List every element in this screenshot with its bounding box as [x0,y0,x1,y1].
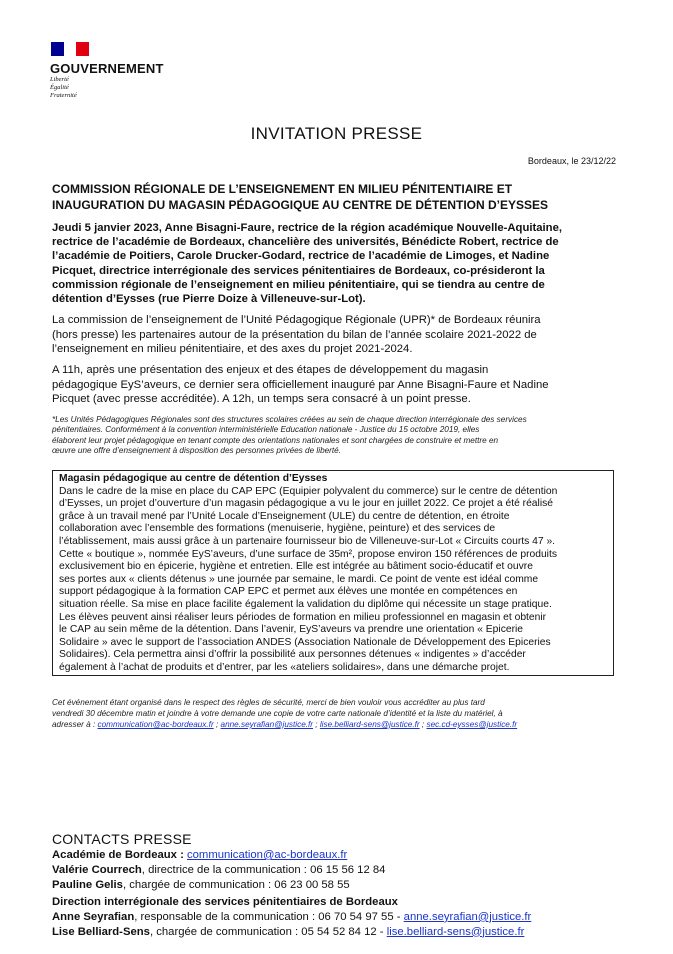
footnote-line: élaborent leur projet pédagogique en tenant compte des orientations nationales et sont chargées de construire et mettre en [52,435,499,445]
academie-email-link[interactable]: communication@ac-bordeaux.fr [186,849,348,861]
accreditation-notice [52,697,618,730]
contact-person [52,878,618,893]
magasin-info-box [52,470,614,676]
footnote-line: *Les Unités Pédagogiques Régionales sont des structures scolaires créées au sein de chaque direction interrégionale des services [52,415,527,424]
email-separator: ; [213,720,221,729]
contact-person [52,925,618,940]
inauguration-paragraph [52,363,618,407]
contact-person [52,863,618,878]
box-line: support pédagogique à la formation CAP EPC et permet aux élèves une montée en compétences en [59,586,518,598]
upr-footnote [52,415,618,456]
email-link-belliard-sens[interactable]: lise.belliard-sens@justice.fr [319,720,420,729]
heading-line: INAUGURATION DU MAGASIN PÉDAGOGIQUE AU CENTRE DE DÉTENTION D’EYSSES [52,198,549,212]
access-line: Cet événement étant organisé dans le respect des règles de sécurité, merci de bien vouloir vous accréditer au plus tard [52,698,485,707]
email-separator: ; [419,720,427,729]
box-line: grâce à un travail mené par l’Unité Locale d’Enseignement (ULE) du centre de détention, en étroite [59,510,510,522]
government-logo [50,42,164,100]
press-heading [52,181,618,213]
contact-role: , chargée de communication : 05 54 52 84 12 - [149,925,387,938]
paragraph-line: (hors presse) les partenaires autour de la présentation du bilan de l’année scolaire 2021-2022 de [52,328,537,341]
box-line: l’établissement, mais aussi grâce à un partenaire fournisseur bio de Villeneuve-sur-Lot « Circuits courts 47 ». [59,535,556,547]
paragraph-line: A 11h, après une présentation des enjeux et des étapes de développement du magasin [52,364,489,376]
email-separator: ; [313,720,320,729]
box-line: également à l’achat de produits et d’entrer, par les «ateliers solidaires», dans une démarche projet. [59,661,510,673]
contacts-direction [52,895,618,939]
contact-email-link[interactable]: anne.seyrafian@justice.fr [403,910,532,923]
lead-line: commission régionale de l’enseignement en milieu pénitentiaire, qui se tiendra au centre de [52,278,545,291]
box-line: exclusivement bio en épicerie, hygiène et entretien. Elle est intégrée au bâtiment socio-éducatif et ouvre [59,561,533,573]
page-title: INVITATION PRESSE [250,124,423,143]
access-prefix: adresser à : [52,720,98,729]
direction-label-text: Direction interrégionale des services pénitentiaires de Bordeaux [52,896,398,908]
commission-paragraph [52,313,618,357]
footnote-line: œuvre une offre d’enseignement à disposition des personnes privées de liberté. [52,445,342,455]
box-line: Solidaire » avec le support de l’association ANDES (Association Nationale de Développement des Epiceries [59,636,551,648]
contact-role: , chargée de communication : 06 23 00 58 55 [122,878,350,891]
motto-egalite: Égalité [50,84,69,91]
box-line: Cette « boutique », nommée EyS’aveurs, d’une surface de 35m², propose environ 150 références de produits [59,548,557,560]
box-line: le CAP au sein même de la détention. Dans l’avenir, EyS’aveurs va prendre une orientation « Epicerie [59,624,524,636]
academie-label: Académie de Bordeaux : [52,849,184,861]
contact-name: Lise Belliard-Sens [52,925,150,938]
box-body [59,486,607,675]
paragraph-line: La commission de l’enseignement de l’Unité Pédagogique Régionale (UPR)* de Bordeaux réunira [52,314,541,326]
contact-role: , directrice de la communication : 06 15 56 12 84 [141,863,386,876]
motto-liberte: Liberté [50,76,69,83]
heading-line: COMMISSION RÉGIONALE DE L’ENSEIGNEMENT EN MILIEU PÉNITENTIAIRE ET [52,182,513,196]
paragraph-line: pédagogique EyS’aveurs, ce dernier sera officiellement inauguré par Anne Bisagni-Faure et Nadine [52,378,549,391]
box-line: ses portes aux « clients détenus » une journée par semaine, le mardi. Ce point de vente est idéal comme [59,573,539,585]
access-emails-line [52,719,618,730]
box-title: Magasin pédagogique au centre de détention d’Eysses [59,473,328,484]
email-link-academie[interactable]: communication@ac-bordeaux.fr [97,720,214,729]
email-link-seyrafian[interactable]: anne.seyrafian@justice.fr [220,720,314,729]
paragraph-line: l’enseignement en milieu pénitentiaire, et des axes du projet 2021-2024. [52,343,413,355]
contact-name: Pauline Gelis [52,878,123,891]
box-line: d’Eysses, un projet d’ouverture d’un magasin pédagogique a vu le jour en juillet 2022. Ce projet a été réalisé [59,498,553,510]
dateline: Bordeaux, le 23/12/22 [527,156,616,166]
french-flag-icon [51,42,89,56]
direction-label [52,895,618,910]
box-line: Les élèves peuvent ainsi réaliser leurs périodes de formation en milieu professionnel en magasin et obtenir [59,611,547,623]
box-line: situation réelle. Sa mise en place facilite également la validation du diplôme qui nécessite un stage pratique. [59,598,552,610]
motto-fraternite: Fraternité [50,92,77,99]
lead-line: rectrice de l’académie de Bordeaux, chancelière des universités, Bénédicte Robert, rectrice de [52,236,559,249]
access-line: vendredi 30 décembre matin et joindre à votre demande une copie de votre carte nationale d’identité et la liste du matériel, à [52,709,503,718]
box-line: Solidaires). Cela permettra ainsi d’offrir la possibilité aux personnes détenues « indigentes » d’accéder [59,649,526,661]
contacts-academie [52,848,618,892]
government-name: GOUVERNEMENT [50,61,164,76]
lead-line: détention d’Eysses (rue Pierre Doize à Villeneuve-sur-Lot). [52,293,366,306]
lead-line: l’académie de Poitiers, Carole Drucker-Godard, rectrice de l’académie de Limoges, et Nadine [52,250,550,263]
contact-email-link[interactable]: lise.belliard-sens@justice.fr [386,925,525,938]
contact-name: Anne Seyrafian [52,910,135,923]
email-link-eysses[interactable]: sec.cd-eysses@justice.fr [426,720,518,729]
academie-line [52,848,618,863]
box-line: Dans le cadre de la mise en place du CAP EPC (Equipier polyvalent du commerce) sur le centre de détention [59,485,558,497]
lead-line: Picquet, directrice interrégionale des services pénitentiaires de Bordeaux, co-présideront la [52,264,545,277]
footnote-line: pénitentiaires. Conformément à la convention interministérielle Education nationale - Justice du 15 octobre 2019, elles [52,425,480,435]
lead-line: Jeudi 5 janvier 2023, Anne Bisagni-Faure, rectrice de la région académique Nouvelle-Aquitaine, [52,222,562,234]
paragraph-line: Picquet (avec presse accréditée). A 12h, un temps sera consacré à un point presse. [52,393,471,405]
contact-role: , responsable de la communication : 06 70 54 97 55 - [134,910,404,923]
box-line: collaboration avec l’ensemble des formations (menuiserie, hygiène, peinture) et des services de [59,523,496,535]
contact-name: Valérie Courrech [52,863,142,876]
contact-person [52,910,618,925]
lead-paragraph [52,221,618,306]
contacts-title: CONTACTS PRESSE [52,831,192,847]
